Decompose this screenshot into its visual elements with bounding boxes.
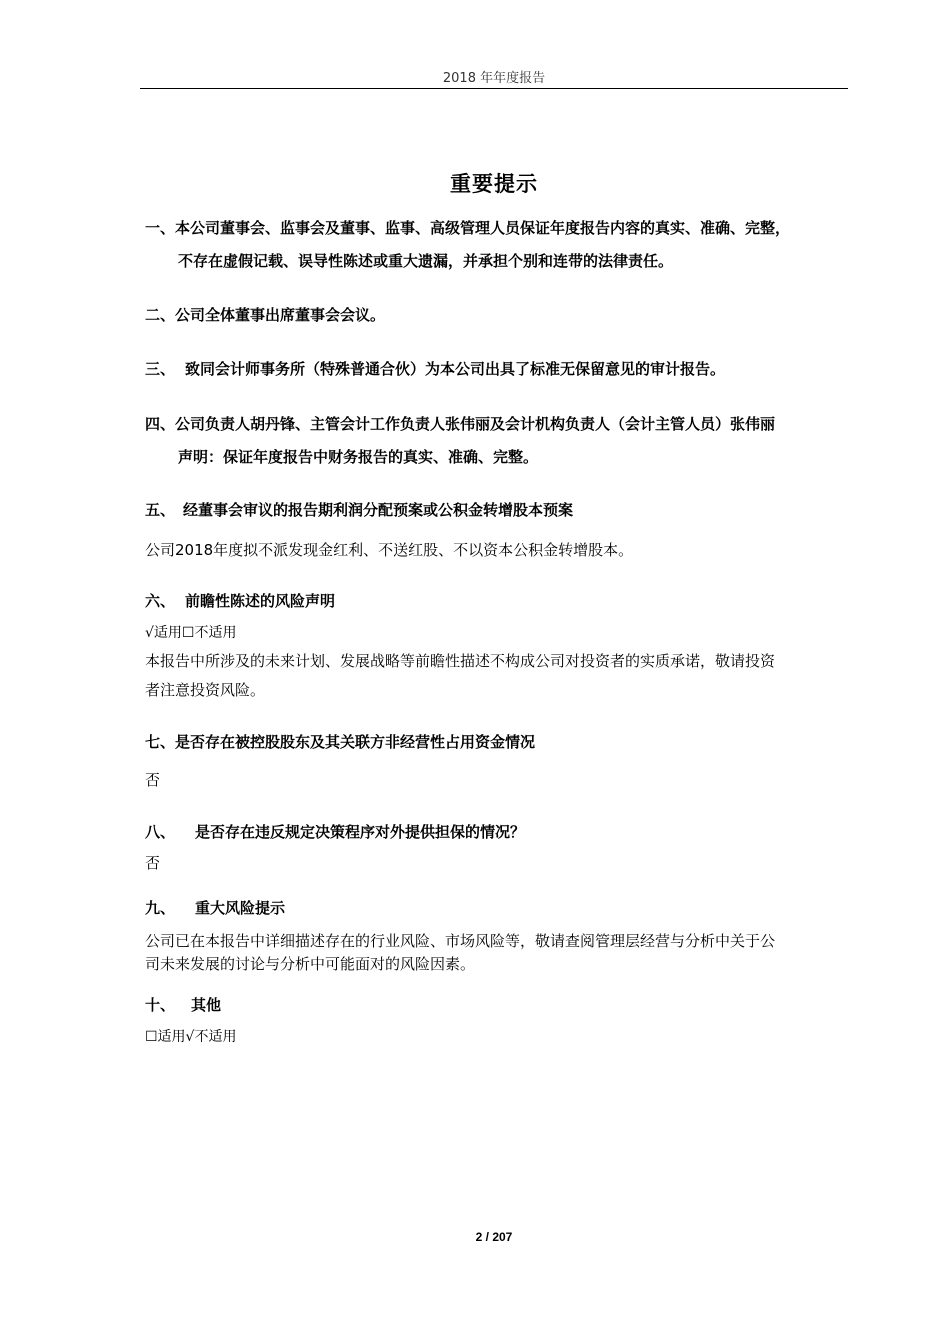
section-7-body: 否 <box>145 771 161 789</box>
section-2-heading <box>145 305 385 325</box>
page-number: 2 / 207 <box>475 1230 513 1244</box>
section-8-body: 否 <box>145 854 161 872</box>
section-text: 本公司董事会、监事会及董事、监事、高级管理人员保证年度报告内容的真实、准确、完整， <box>175 219 791 237</box>
section-9-heading <box>145 898 285 918</box>
page-header-title: 2018 年年度报告 <box>442 71 546 86</box>
section-text: 经董事会审议的报告期利润分配预案或公积金转增股本预案 <box>183 501 574 519</box>
section-text: 致同会计师事务所（特殊普通合伙）为本公司出具了标准无保留意见的审计报告。 <box>185 360 726 378</box>
section-text: 是否存在被控股股东及其关联方非经营性占用资金情况 <box>175 733 536 751</box>
section-number: 一、 <box>145 219 176 237</box>
section-6-checkbox-status: √适用☐不适用 <box>145 625 237 641</box>
section-7-heading <box>145 732 535 752</box>
page-title: 重要提示 <box>450 172 538 196</box>
section-3-heading <box>145 359 725 379</box>
section-number: 九、 <box>145 899 176 917</box>
section-9-body-line-2: 司未来发展的讨论与分析中可能面对的风险因素。 <box>145 955 476 973</box>
section-4-heading <box>145 414 775 434</box>
section-number: 十、 <box>145 996 176 1014</box>
section-6-body-line-2: 者注意投资风险。 <box>145 681 266 699</box>
section-text: 是否存在违反规定决策程序对外提供担保的情况？ <box>195 823 526 841</box>
section-number: 六、 <box>145 592 176 610</box>
section-number: 二、 <box>145 306 176 324</box>
section-5-body: 公司2018年度拟不派发现金红利、不送红股、不以资本公积金转增股本。 <box>145 541 634 559</box>
section-text: 其他 <box>191 996 222 1014</box>
section-number: 四、 <box>145 415 176 433</box>
section-10-checkbox-status: ☐适用√不适用 <box>145 1029 237 1045</box>
section-4-continuation: 声明：保证年度报告中财务报告的真实、准确、完整。 <box>178 448 539 466</box>
section-5-heading <box>145 500 573 520</box>
section-number: 七、 <box>145 733 176 751</box>
section-number: 五、 <box>145 501 176 519</box>
section-9-body-line-1: 公司已在本报告中详细描述存在的行业风险、市场风险等，敬请查阅管理层经营与分析中关于公 <box>145 932 776 950</box>
section-number: 三、 <box>145 360 176 378</box>
section-6-body-line-1: 本报告中所涉及的未来计划、发展战略等前瞻性描述不构成公司对投资者的实质承诺，敬请投资 <box>145 652 776 670</box>
section-1-heading <box>145 218 790 238</box>
section-text: 公司负责人胡丹锋、主管会计工作负责人张伟丽及会计机构负责人（会计主管人员）张伟丽 <box>175 415 776 433</box>
section-1-continuation: 不存在虚假记载、误导性陈述或重大遗漏，并承担个别和连带的法律责任。 <box>178 252 674 270</box>
section-6-heading <box>145 591 335 611</box>
section-text: 重大风险提示 <box>195 899 286 917</box>
header-divider <box>140 88 848 89</box>
section-text: 前瞻性陈述的风险声明 <box>185 592 336 610</box>
section-8-heading <box>145 822 525 842</box>
section-number: 八、 <box>145 823 176 841</box>
section-text: 公司全体董事出席董事会会议。 <box>175 306 386 324</box>
section-10-heading <box>145 995 221 1015</box>
